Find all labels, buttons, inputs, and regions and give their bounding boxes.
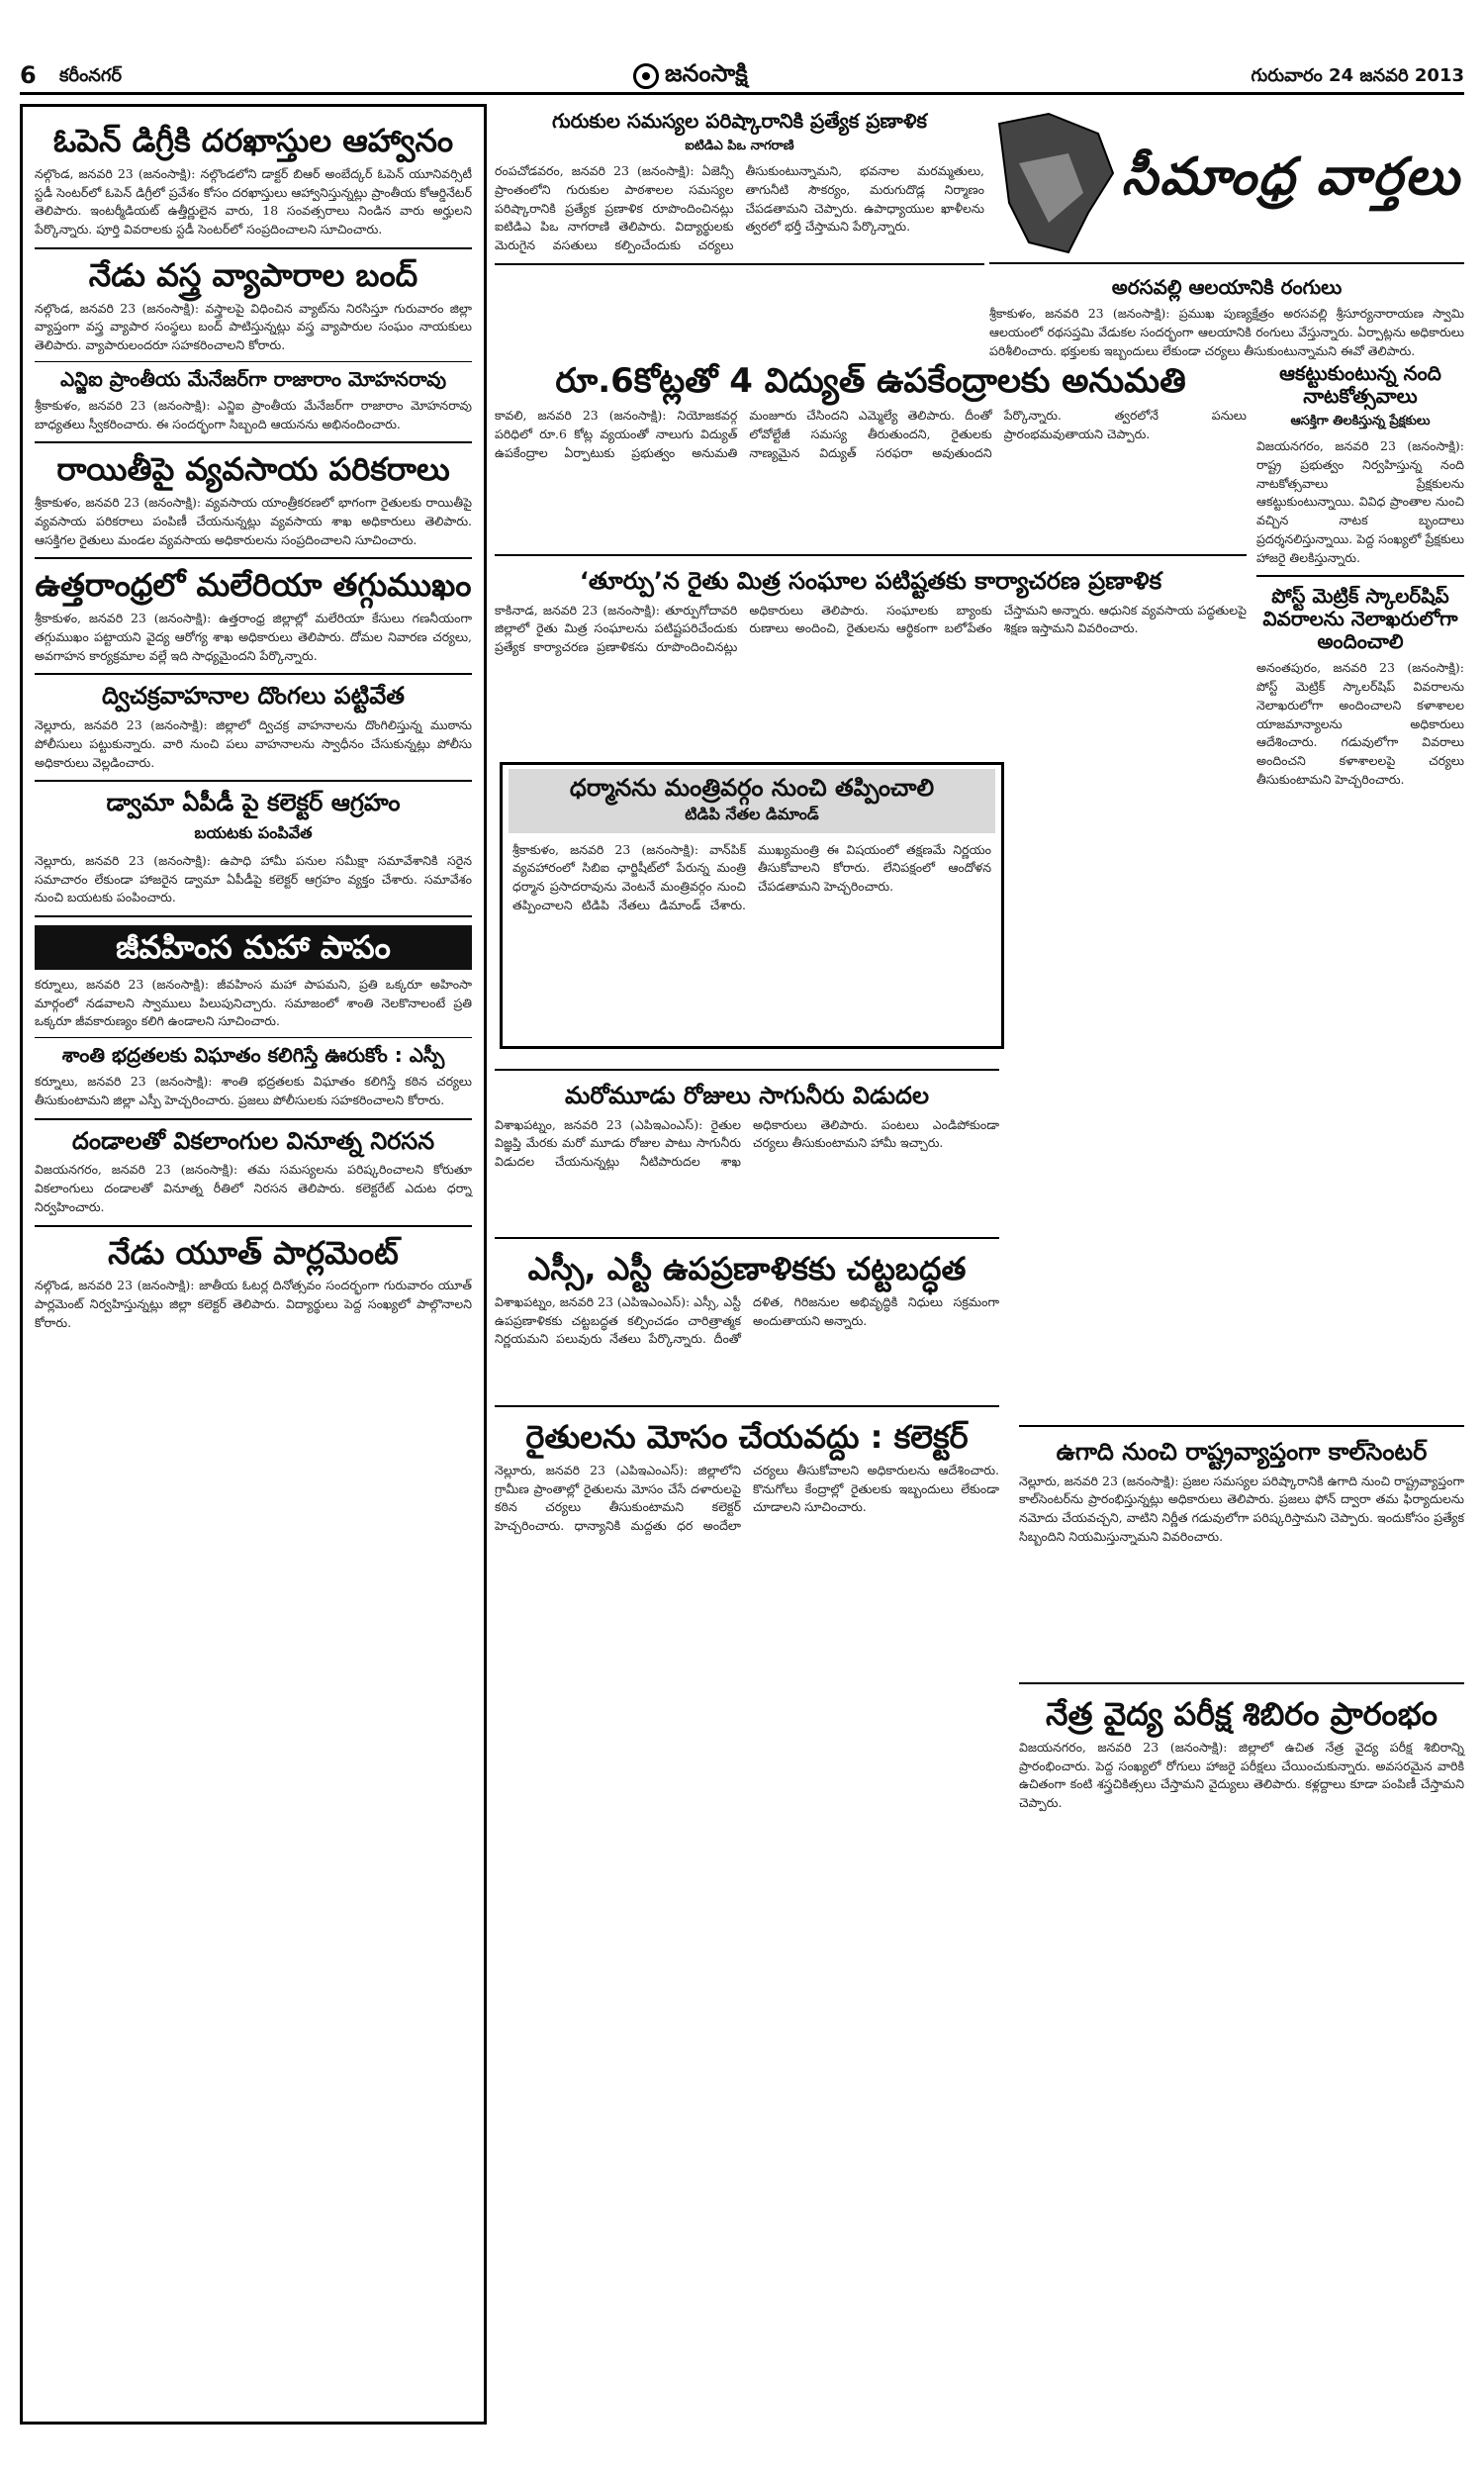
paper-logo bbox=[633, 59, 748, 93]
article bbox=[35, 683, 472, 772]
headline: నేడు వస్త్ర వ్యాపారాల బంద్ bbox=[88, 255, 418, 294]
article-body: కావలి, జనవరి 23 (జనంసాక్షి): నియోజకవర్గ పరిధిలో రూ.6 కోట్ల వ్యయంతో నాలుగు విద్యుత్ ఉపకేంద్రాల ఏర్పాటుకు ప్రభుత్వం అనుమతి మంజూరు చేసిందని ఎమ్మెల్యే తెలిపారు. దీంతో లోవోల్టేజీ సమస్య తీరుతుందని, రైతులకు నాణ్యమైన విద్యుత్ సరఫరా అవుతుందని పేర్కొన్నారు. త్వరలోనే పనులు ప్రారంభమవుతాయని చెప్పారు. bbox=[495, 408, 1247, 460]
article bbox=[495, 356, 1247, 462]
headline: దండాలతో వికలాంగుల వినూత్న నిరసన bbox=[71, 1126, 435, 1155]
page-city: కరీంనగర్ bbox=[59, 65, 122, 86]
article bbox=[495, 1069, 999, 1172]
article bbox=[495, 1405, 999, 1536]
article bbox=[1019, 1425, 1464, 1547]
article-body: శ్రీకాకుళం, జనవరి 23 (జనంసాక్షి): ఎన్జిఐ ప్రాంతీయ మేనేజర్‌గా రాజారాం మోహనరావు బాధ్యతలు స్వీకరించారు. ఈ సందర్భంగా సిబ్బంది ఆయనను అభినందించారు. bbox=[35, 397, 472, 431]
headline: ఎస్సీ, ఎస్టీ ఉపప్రణాళికకు చట్టబద్ధత bbox=[527, 1250, 967, 1287]
divider bbox=[35, 361, 472, 362]
subheadline: ఆసక్తిగా తిలకిస్తున్న ప్రేక్షకులు bbox=[1290, 414, 1431, 428]
masthead bbox=[20, 59, 1464, 95]
headline: నేత్ర వైద్య పరీక్ష శిబిరం ప్రారంభం bbox=[1045, 1695, 1438, 1733]
left-column bbox=[20, 104, 487, 2425]
divider bbox=[35, 915, 472, 917]
article bbox=[495, 110, 984, 265]
subheadline: టిడిపి నేతల డిమాండ్ bbox=[685, 804, 819, 823]
divider bbox=[35, 1037, 472, 1038]
page-number: 6 bbox=[20, 61, 37, 89]
article bbox=[35, 257, 472, 355]
headline: రాయితీపై వ్యవసాయ పరికరాలు bbox=[56, 450, 450, 489]
article-body: కర్నూలు, జనవరి 23 (జనంసాక్షి): జీవహింస మహా పాపమని, ప్రతి ఒక్కరూ అహింసా మార్గంలో నడవాలని స్వాములు పిలుపునిచ్చారు. సమాజంలో శాంతి నెలకొనాలంటే ప్రతి ఒక్కరూ జీవకారుణ్యం కలిగి ఉండాలని సూచించారు. bbox=[35, 976, 472, 1029]
article-body: నెల్లూరు, జనవరి 23 (జనంసాక్షి): ఉపాధి హామీ పనుల సమీక్షా సమావేశానికి సరైన సమాచారం లేకుండా హాజరైన డ్వామా ఏపీడీపై కలెక్టర్ ఆగ్రహం వ్యక్తం చేశారు. సమావేశం నుంచి బయటకు పంపించారు. bbox=[35, 852, 472, 905]
divider bbox=[35, 780, 472, 782]
headline: ‘తూర్పు’న రైతు మిత్ర సంఘాల పటిష్టతకు కార్యాచరణ ప్రణాళిక bbox=[579, 567, 1162, 595]
article-body: నెల్లూరు, జనవరి 23 (జనంసాక్షి): జిల్లాలో ద్విచక్ర వాహనాలను దొంగిలిస్తున్న ముఠాను పోలీసులు పట్టుకున్నారు. వారి నుంచి పలు వాహనాలను స్వాధీనం చేసుకున్నట్లు పోలీసు అధికారులు వెల్లడించారు. bbox=[35, 717, 472, 770]
page-date: గురువారం 24 జనవరి 2013 bbox=[1251, 65, 1464, 86]
article bbox=[35, 451, 472, 549]
divider bbox=[35, 441, 472, 443]
article bbox=[1256, 356, 1464, 790]
article bbox=[989, 264, 1464, 360]
headline: డ్వామా ఏపీడీ పై కలెక్టర్ ఆగ్రహం bbox=[106, 789, 401, 817]
divider bbox=[35, 673, 472, 675]
article bbox=[35, 567, 472, 665]
divider bbox=[35, 1118, 472, 1120]
article-body: కర్నూలు, జనవరి 23 (జనంసాక్షి): శాంతి భద్రతలకు విఘాతం కలిగిస్తే కఠిన చర్యలు తీసుకుంటామని జిల్లా ఎస్పీ హెచ్చరించారు. ప్రజలు పోలీసులకు సహకరించాలని కోరారు. bbox=[35, 1074, 472, 1107]
headline: శాంతి భద్రతలకు విఘాతం కలిగిస్తే ఊరుకోం : ఎస్పీ bbox=[61, 1043, 445, 1068]
headline: రూ.6కోట్లతో 4 విద్యుత్ ఉపకేంద్రాలకు అనుమతి bbox=[555, 361, 1186, 401]
paper-name: జనంసాక్షి bbox=[665, 59, 748, 87]
headline: ఎన్జిఐ ప్రాంతీయ మేనేజర్‌గా రాజారాం మోహనరావు bbox=[59, 366, 447, 391]
article-body: కాకినాడ, జనవరి 23 (జనంసాక్షి): తూర్పుగోదావరి జిల్లాలో రైతు మిత్ర సంఘాలను పటిష్టపరిచేందుకు ప్రత్యేక కార్యాచరణ ప్రణాళికను రూపొందించినట్లు అధికారులు తెలిపారు. సంఘాలకు బ్యాంకు రుణాలు అందించి, రైతులను ఆర్థికంగా బలోపేతం చేస్తామని అన్నారు. ఆధునిక వ్యవసాయ పద్ధతులపై శిక్షణ ఇస్తామని వివరించారు. bbox=[495, 602, 1247, 655]
headline: ధర్మానను మంత్రివర్గం నుంచి తప్పించాలి bbox=[569, 774, 935, 802]
article-body: శ్రీకాకుళం, జనవరి 23 (జనంసాక్షి): ప్రముఖ పుణ్యక్షేత్రం అరసవల్లి శ్రీసూర్యనారాయణ స్వామి ఆలయంలో రథసప్తమి వేడుకల సందర్భంగా ఆలయానికి రంగులు వేస్తున్నారు. ఏర్పాట్లను అధికారులు పరిశీలించారు. భక్తులకు ఇబ్బందులు లేకుండా చర్యలు తీసుకుంటున్నామని ఈవో తెలిపారు. bbox=[989, 306, 1464, 358]
article-body: శ్రీకాకుళం, జనవరి 23 (జనంసాక్షి): ఉత్తరాంధ్ర జిల్లాల్లో మలేరియా కేసులు గణనీయంగా తగ్గుముఖం పట్టాయని వైద్య ఆరోగ్య శాఖ అధికారులు తెలిపారు. దోమల నివారణ చర్యలు, అవగాహన కార్యక్రమాల వల్లే ఇది సాధ్యమైందని పేర్కొన్నారు. bbox=[35, 611, 472, 663]
article-body: శ్రీకాకుళం, జనవరి 23 (జనంసాక్షి): వాన్‌పిక్ వ్యవహారంలో సిబిఐ ఛార్జిషీట్‌లో పేరున్న మంత్రి ధర్మాన ప్రసాదరావును వెంటనే మంత్రివర్గం నుంచి తప్పించాలని టిడిపి నేతలు డిమాండ్ చేశారు. ముఖ్యమంత్రి ఈ విషయంలో తక్షణమే నిర్ణయం తీసుకోవాలని కోరారు. లేనిపక్షంలో ఆందోళన చేపడతామని హెచ్చరించారు. bbox=[512, 841, 991, 912]
article bbox=[495, 1237, 999, 1349]
divider bbox=[1256, 575, 1464, 577]
article-body: రంపచోడవరం, జనవరి 23 (జనంసాక్షి): ఏజెన్సీ ప్రాంతంలోని గురుకుల పాఠశాలల సమస్యల పరిష్కారానికి ప్రత్యేక ప్రణాళిక రూపొందించినట్లు ఐటిడిఎ పిఒ నాగరాణి తెలిపారు. విద్యార్థులకు మెరుగైన వసతులు కల్పించేందుకు చర్యలు తీసుకుంటున్నామని, భవనాల మరమ్మతులు, తాగునీటి సౌకర్యం, మరుగుదొడ్ల నిర్మాణం చేపడతామని చెప్పారు. ఉపాధ్యాయుల ఖాళీలను త్వరలో భర్తీ చేస్తామని పేర్కొన్నారు. bbox=[495, 163, 984, 252]
headline: ఆకట్టుకుంటున్న నంది నాటకోత్సవాలు bbox=[1279, 361, 1441, 408]
article bbox=[35, 1128, 472, 1217]
banner-title: సీమాంధ్ర వార్తలు bbox=[1121, 146, 1461, 207]
state-map-icon bbox=[989, 104, 1118, 262]
article-body: నెల్లూరు, జనవరి 23 (జనంసాక్షి): ప్రజల సమస్యల పరిష్కారానికి ఉగాది నుంచి రాష్ట్రవ్యాప్తంగా కాల్‌సెంటర్‌ను ప్రారంభిస్తున్నట్లు అధికారులు తెలిపారు. ప్రజలు ఫోన్ ద్వారా తమ ఫిర్యాదులను నమోదు చేయవచ్చని, వాటిని నిర్ణీత గడువులోగా పరిష్కరిస్తామని చెప్పారు. ఇందుకోసం ప్రత్యేక సిబ్బందిని నియమిస్తున్నామని వివరించారు. bbox=[1019, 1473, 1464, 1544]
article-body: అనంతపురం, జనవరి 23 (జనంసాక్షి): పోస్ట్ మెట్రిక్ స్కాలర్‌షిప్ వివరాలను నెలాఖరులోగా అందించాలని కళాశాలల యాజమాన్యాలను అధికారులు ఆదేశించారు. గడువులోగా వివరాలు అందించని కళాశాలలపై చర్యలు తీసుకుంటామని హెచ్చరించారు. bbox=[1256, 660, 1464, 787]
headline: గురుకుల సమస్యల పరిష్కారానికి ప్రత్యేక ప్రణాళిక bbox=[552, 109, 927, 133]
headline: జీవహింస మహా పాపం bbox=[35, 925, 472, 970]
article bbox=[35, 123, 472, 239]
divider bbox=[35, 247, 472, 249]
headline: రైతులను మోసం చేయవద్దు : కలెక్టర్ bbox=[525, 1418, 969, 1456]
subheadline: బయటకు పంపివేత bbox=[194, 822, 313, 842]
article bbox=[1019, 1682, 1464, 1813]
banner bbox=[989, 104, 1464, 264]
article bbox=[35, 790, 472, 907]
divider bbox=[35, 1225, 472, 1227]
article bbox=[35, 368, 472, 434]
headline-band bbox=[509, 769, 995, 833]
article-body: నల్గొండ, జనవరి 23 (జనంసాక్షి): నల్గొండలోని డాక్టర్ బిఆర్ అంబేద్కర్ ఓపెన్ యూనివర్సిటీ స్టడీ సెంటర్‌లో ఓపెన్ డిగ్రీలో ప్రవేశం కోసం దరఖాస్తులు ఆహ్వానిస్తున్నట్లు ప్రాంతీయ కోఆర్డినేటర్ తెలిపారు. ఇంటర్మీడియట్ ఉత్తీర్ణులైన వారు, 18 సంవత్సరాలు నిండిన వారు అర్హులని పేర్కొన్నారు. పూర్తి వివరాలకు స్టడీ సెంటర్‌లో సంప్రదించాలని సూచించారు. bbox=[35, 165, 472, 238]
seemandhra-banner bbox=[989, 104, 1464, 360]
article bbox=[35, 1044, 472, 1110]
headline: నేడు యూత్ పార్లమెంట్ bbox=[108, 1233, 399, 1272]
headline: అరసవల్లి ఆలయానికి రంగులు bbox=[1111, 275, 1343, 299]
article-body: నెల్లూరు, జనవరి 23 (ఎపిఇఎంఎస్): జిల్లాలోని గ్రామీణ ప్రాంతాల్లో రైతులను మోసం చేసే దళారులపై కఠిన చర్యలు తీసుకుంటామని కలెక్టర్ హెచ్చరించారు. ధాన్యానికి మద్దతు ధర అందేలా చర్యలు తీసుకోవాలని అధికారులను ఆదేశించారు. కొనుగోలు కేంద్రాల్లో రైతులకు ఇబ్బందులు లేకుండా చూడాలని సూచించారు. bbox=[495, 1462, 999, 1534]
boxed-article bbox=[500, 762, 1004, 1049]
article-body: శ్రీకాకుళం, జనవరి 23 (జనంసాక్షి): వ్యవసాయ యాంత్రీకరణలో భాగంగా రైతులకు రాయితీపై వ్యవసాయ పరికరాలు పంపిణీ చేయనున్నట్లు వ్యవసాయ శాఖ అధికారులు తెలిపారు. ఆసక్తిగల రైతులు మండల వ్యవసాయ అధికారులను సంప్రదించాలని సూచించారు. bbox=[35, 495, 472, 547]
article-body: విజయనగరం, జనవరి 23 (జనంసాక్షి): తమ సమస్యలను పరిష్కరించాలని కోరుతూ వికలాంగులు దండాలతో వినూత్న రీతిలో నిరసన తెలిపారు. కలెక్టరేట్ ఎదుట ధర్నా నిర్వహించారు. bbox=[35, 1162, 472, 1214]
headline: ఉత్తరాంధ్రలో మలేరియా తగ్గుముఖం bbox=[35, 566, 472, 605]
headline: మరోమూడు రోజులు సాగునీరు విడుదల bbox=[565, 1082, 929, 1109]
article-body: విశాఖపట్నం, జనవరి 23 (ఎపిఇఎంఎస్): ఎస్సీ, ఎస్టీ ఉపప్రణాళికకు చట్టబద్ధత కల్పించడం చారిత్రాత్మక నిర్ణయమని పలువురు నేతలు పేర్కొన్నారు. దీంతో దళిత, గిరిజనుల అభివృద్ధికి నిధులు సక్రమంగా అందుతాయని అన్నారు. bbox=[495, 1293, 999, 1347]
article-body: విశాఖపట్నం, జనవరి 23 (ఎపిఇఎంఎస్): రైతుల విజ్ఞప్తి మేరకు మరో మూడు రోజుల పాటు సాగునీరు విడుదల చేయనున్నట్లు నీటిపారుదల శాఖ అధికారులు తెలిపారు. పంటలు ఎండిపోకుండా చర్యలు తీసుకుంటామని హామీ ఇచ్చారు. bbox=[495, 1116, 999, 1170]
headline: ద్విచక్రవాహనాల దొంగలు పట్టివేత bbox=[102, 682, 405, 711]
headline: ఓపెన్ డిగ్రీకి దరఖాస్తుల ఆహ్వానం bbox=[52, 122, 454, 159]
article bbox=[35, 1235, 472, 1333]
headline: ఉగాది నుంచి రాష్ట్రవ్యాప్తంగా కాల్‌సెంటర్ bbox=[1056, 1438, 1428, 1466]
headline: పోస్ట్ మెట్రిక్ స్కాలర్‌షిప్ వివరాలను నెలాఖరులోగా అందించాలి bbox=[1262, 584, 1458, 654]
article bbox=[35, 925, 472, 1031]
article-body: నల్గొండ, జనవరి 23 (జనంసాక్షి): జాతీయ ఓటర్ల దినోత్సవం సందర్భంగా గురువారం యూత్ పార్లమెంట్ నిర్వహిస్తున్నట్లు జిల్లా కలెక్టర్ తెలిపారు. విద్యార్థులు పెద్ద సంఖ్యలో పాల్గొనాలని కోరారు. bbox=[35, 1278, 472, 1330]
article bbox=[495, 554, 1247, 657]
article-body: విజయనగరం, జనవరి 23 (జనంసాక్షి): జిల్లాలో ఉచిత నేత్ర వైద్య పరీక్ష శిబిరాన్ని ప్రారంభించారు. పెద్ద సంఖ్యలో రోగులు హాజరై పరీక్షలు చేయించుకున్నారు. అవసరమైన వారికి ఉచితంగా కంటి శస్త్రచికిత్సలు చేస్తామని వైద్యులు తెలిపారు. కళ్లద్దాలు కూడా పంపిణీ చేస్తామని చెప్పారు. bbox=[1019, 1739, 1464, 1811]
divider bbox=[35, 557, 472, 559]
subheadline: ఐటిడిఎ పిఒ నాగరాణి bbox=[685, 139, 794, 153]
article-body: నల్గొండ, జనవరి 23 (జనంసాక్షి): వస్త్రాలపై విధించిన వ్యాట్‌ను నిరసిస్తూ గురువారం జిల్లా వ్యాప్తంగా వస్త్ర వ్యాపార సంస్థలు బంద్ పాటిస్తున్నట్లు వస్త్ర వ్యాపారుల సంఘం నాయకులు తెలిపారు. వ్యాపారులందరూ సహకరించాలని కోరారు. bbox=[35, 300, 472, 353]
logo-icon bbox=[633, 63, 659, 89]
article-body: విజయనగరం, జనవరి 23 (జనంసాక్షి): రాష్ట్ర ప్రభుత్వం నిర్వహిస్తున్న నంది నాటకోత్సవాలు ప్రేక్షకులను ఆకట్టుకుంటున్నాయి. వివిధ ప్రాంతాల నుంచి వచ్చిన నాటక బృందాలు ప్రదర్శనలిస్తున్నాయి. పెద్ద సంఖ్యలో ప్రేక్షకులు హాజరై తిలకిస్తున్నారు. bbox=[1256, 438, 1464, 565]
